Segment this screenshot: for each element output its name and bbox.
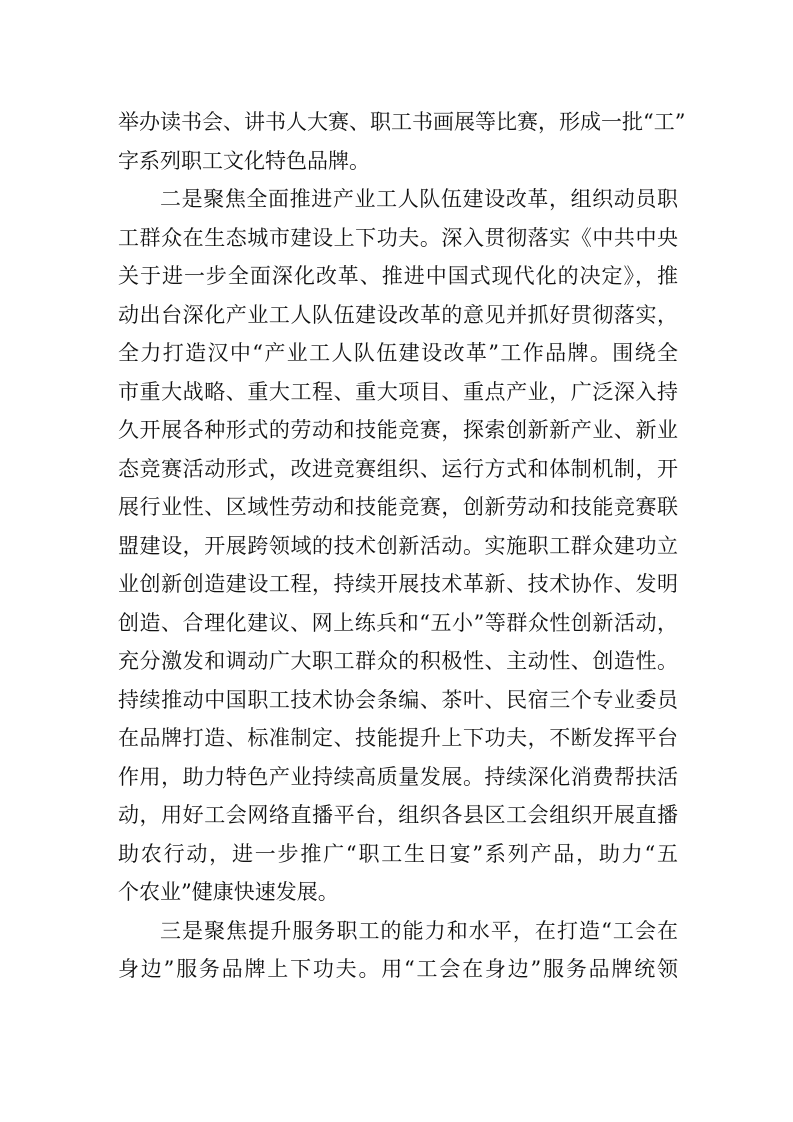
text-line: 举办读书会、讲书人大赛、职工书画展等比赛，形成一批“工” (118, 110, 686, 134)
text-line: 字系列职工文化特色品牌。 (118, 148, 370, 173)
text-line: 充分激发和调动广大职工群众的积极性、主动性、创造性。 (118, 649, 678, 673)
text-line: 久开展各种形式的劳动和技能竞赛，探索创新新产业、新业 (118, 418, 678, 442)
text-line: 动，用好工会网络直播平台，组织各县区工会组织开展直播 (118, 803, 678, 827)
text-line: 身边”服务品牌上下功夫。用“工会在身边”服务品牌统领 (118, 957, 678, 981)
text-line: 创造、合理化建议、网上练兵和“五小”等群众性创新活动， (118, 610, 678, 635)
text-line: 作用，助力特色产业持续高质量发展。持续深化消费帮扶活 (118, 764, 678, 789)
text-line: 市重大战略、重大工程、重大项目、重点产业，广泛深入持 (118, 379, 678, 404)
text-line: 展行业性、区域性劳动和技能竞赛，创新劳动和技能竞赛联 (118, 495, 678, 519)
text-line: 态竞赛活动形式，改进竞赛组织、运行方式和体制机制，开 (118, 456, 678, 481)
text-line: 盟建设，开展跨领域的技术创新活动。实施职工群众建功立 (118, 533, 678, 558)
text-line: 工群众在生态城市建设上下功夫。深入贯彻落实《中共中央 (118, 225, 678, 250)
text-line: 持续推动中国职工技术协会条编、茶叶、民宿三个专业委员 (118, 687, 678, 712)
text-line: 关于进一步全面深化改革、推进中国式现代化的决定》，推 (118, 264, 678, 288)
text-line: 动出台深化产业工人队伍建设改革的意见并抓好贯彻落实， (118, 302, 678, 327)
text-line: 三是聚焦提升服务职工的能力和水平，在打造“工会在 (160, 918, 678, 943)
text-line: 二是聚焦全面推进产业工人队伍建设改革，组织动员职 (160, 187, 678, 211)
text-line: 助农行动，进一步推广“职工生日宴”系列产品，助力“五 (118, 841, 678, 866)
text-line: 在品牌打造、标准制定、技能提升上下功夫，不断发挥平台 (118, 726, 678, 750)
text-line: 全力打造汉中“产业工人队伍建设改革”工作品牌。围绕全 (118, 341, 678, 365)
text-line: 业创新创造建设工程，持续开展技术革新、技术协作、发明 (118, 572, 678, 596)
text-line: 个农业”健康快速发展。 (118, 880, 339, 904)
body-text (118, 103, 686, 989)
